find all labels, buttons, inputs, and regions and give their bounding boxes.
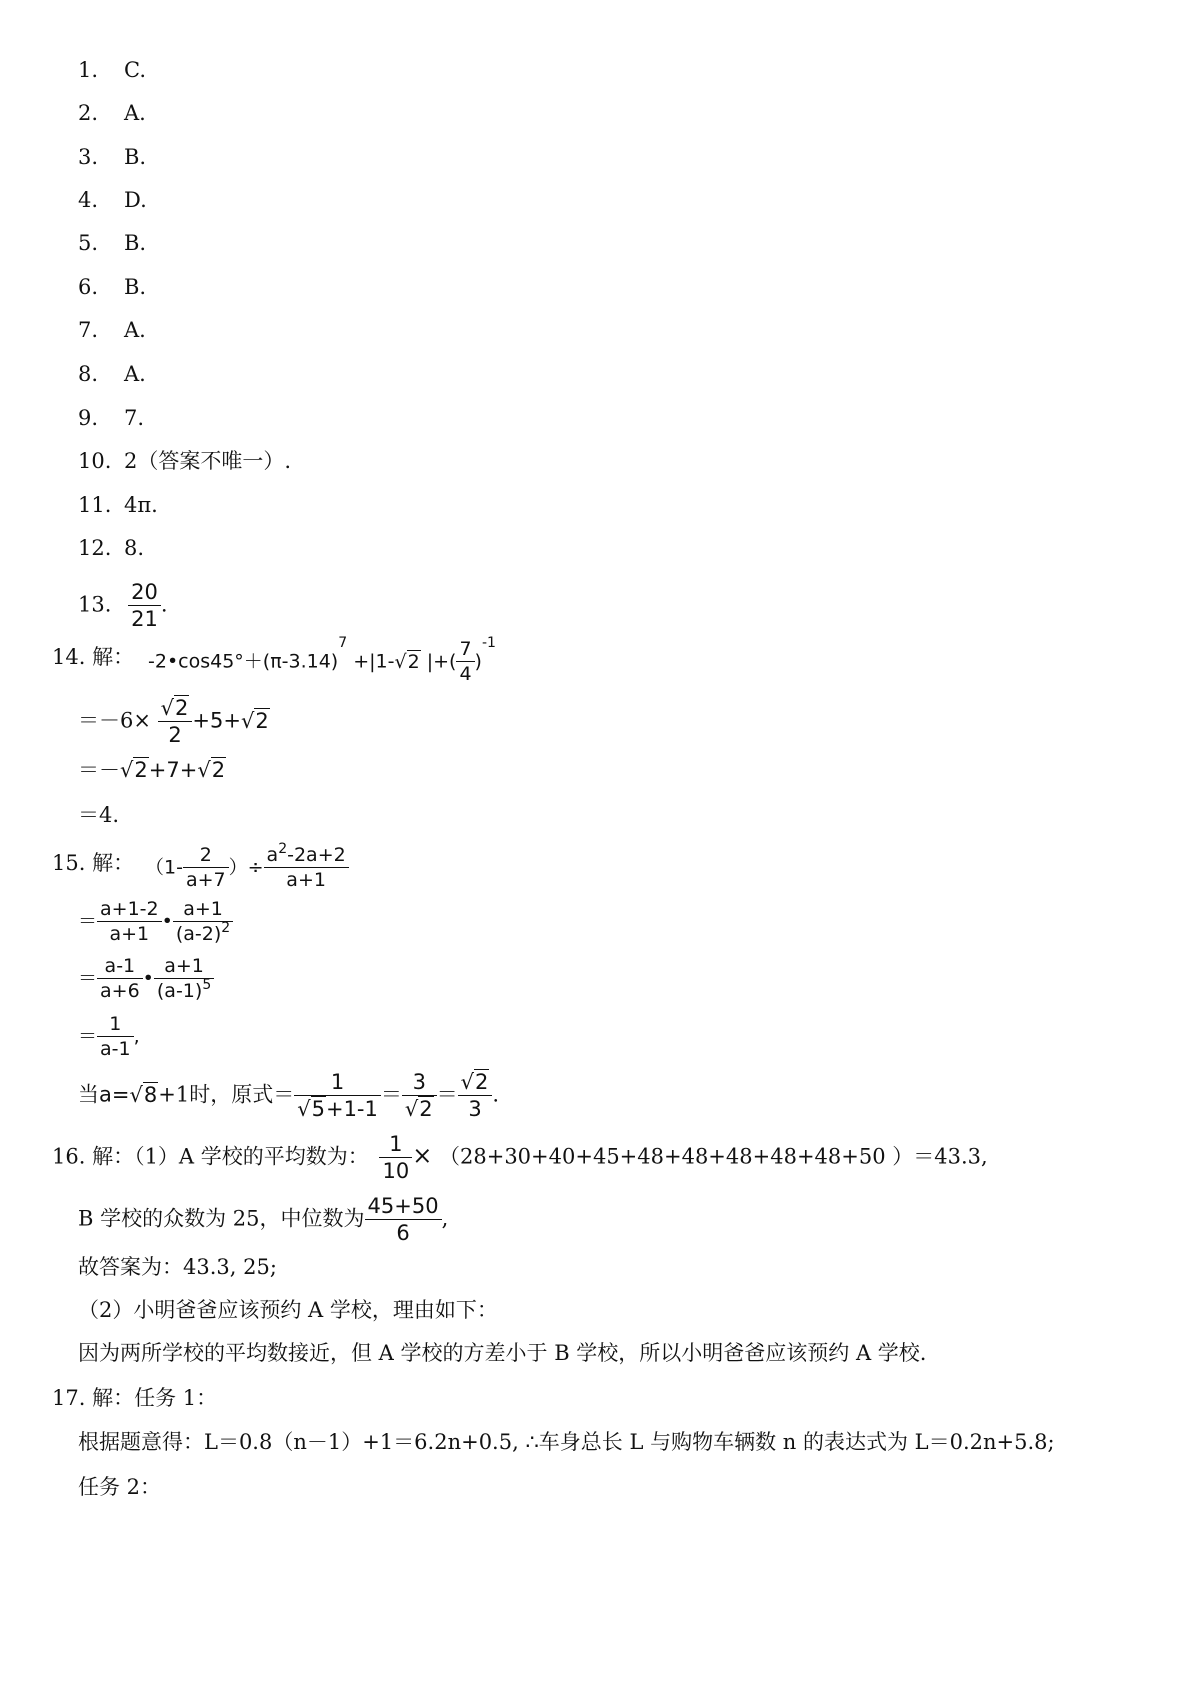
sqrt: √2 — [120, 758, 148, 782]
denominator: 21 — [131, 607, 158, 631]
answer-text: 7. — [124, 406, 145, 430]
comma: , — [133, 1025, 140, 1048]
answer-text: 4π. — [124, 493, 158, 517]
q17-label: 17. 解：任务 1： — [52, 1386, 218, 1410]
equals: ＝ — [78, 967, 98, 990]
fraction — [154, 957, 214, 1001]
expr-part: +7+ — [148, 758, 198, 782]
equals: ＝ — [380, 1082, 402, 1107]
q15-step2 — [78, 957, 214, 1001]
q16-b-line — [78, 1196, 448, 1244]
q14-step1 — [78, 698, 270, 746]
denominator: a+1 — [286, 869, 326, 891]
fraction — [97, 900, 162, 944]
answer-text: A. — [124, 318, 146, 342]
denominator: (a-1) — [156, 980, 203, 1002]
period: . — [160, 592, 168, 617]
equals: ＝ — [436, 1082, 458, 1107]
question-number: 4. — [78, 188, 99, 212]
answer-row — [78, 364, 146, 385]
numerator: 1 — [294, 1072, 381, 1096]
answer-row — [78, 190, 147, 211]
expr-part: ＝－6× — [78, 708, 151, 733]
expr-part: ＝－ — [78, 758, 120, 782]
numerator: 1 — [379, 1134, 412, 1158]
fraction: $\frac{√2}{2}$ — [158, 698, 193, 746]
numerator: 1 — [97, 1015, 134, 1037]
sqrt: √5 — [297, 1097, 325, 1121]
q16-answer: 故答案为：43.3, 25; — [78, 1255, 277, 1279]
exponent: 7 — [338, 635, 348, 651]
numerator: a-1 — [97, 957, 143, 979]
expr-part: （1- — [145, 856, 183, 879]
expr-part: a — [266, 844, 279, 866]
denominator: 6 — [396, 1221, 410, 1245]
answer-text: 8. — [124, 536, 145, 560]
q14-label: 14. 解： — [52, 645, 135, 669]
dot: • — [161, 910, 173, 933]
question-number: 3. — [78, 145, 99, 169]
radicand: 2 — [407, 650, 420, 673]
denominator: a+1 — [109, 923, 150, 945]
numerator: 20 — [128, 582, 161, 606]
comma: , — [441, 1206, 449, 1231]
denominator: a-1 — [100, 1038, 131, 1060]
question-number: 1. — [78, 58, 99, 82]
question-number: 8. — [78, 362, 99, 386]
exponent: 2 — [278, 841, 288, 857]
answer-row — [78, 451, 291, 472]
sqrt: √2 — [394, 650, 420, 673]
answer-text: 2（答案不唯一）. — [124, 449, 292, 473]
q14-step3: ＝4. — [78, 803, 120, 827]
denominator: (a-2) — [175, 923, 222, 945]
expr-part: +|1- — [353, 650, 395, 673]
q17-line1: 根据题意得：L＝0.8（n－1）+1＝6.2n+0.5, ∴车身总长 L 与购物车辆数 n 的表达式为 L＝0.2n+5.8; — [78, 1430, 1055, 1454]
answer-row — [78, 277, 146, 298]
text: B 学校的众数为 25，中位数为 — [78, 1206, 365, 1231]
text: 16. 解：（1）A 学校的平均数为： — [52, 1144, 369, 1169]
q15-substitution — [78, 1072, 499, 1120]
radicand: 2 — [475, 1070, 489, 1094]
sqrt: √2 — [160, 696, 189, 720]
answer-13 — [78, 582, 168, 630]
denominator: a+6 — [100, 980, 140, 1002]
period: . — [492, 1082, 500, 1107]
radicand: 2 — [134, 758, 148, 782]
expr-part: -2•cos45°＋(π-3.14) — [148, 650, 339, 673]
answer-row — [78, 495, 158, 516]
expr-part: ) — [474, 650, 482, 673]
expr-part: +1-1 — [325, 1097, 378, 1121]
radicand: 2 — [175, 696, 189, 720]
numerator: 7 — [456, 640, 474, 662]
expr-part: -2a+2 — [287, 844, 346, 866]
fraction — [183, 846, 229, 890]
numerator: 45+50 — [365, 1196, 442, 1220]
fraction — [458, 1072, 493, 1120]
q16-reason: 因为两所学校的平均数接近，但 A 学校的方差小于 B 学校，所以小明爸爸应该预约 A 学校. — [78, 1341, 927, 1365]
q14-step2 — [78, 760, 226, 781]
question-number: 7. — [78, 318, 99, 342]
q16-part1 — [52, 1134, 988, 1182]
numerator: a+1 — [154, 957, 214, 979]
exponent: -1 — [481, 635, 496, 651]
answer-row — [78, 147, 146, 168]
expr-part: ）÷ — [228, 856, 264, 879]
answer-text: A. — [124, 362, 146, 386]
q15-step3 — [78, 1015, 140, 1059]
denominator: 4 — [459, 663, 472, 685]
sum: （28+30+40+45+48+48+48+48+48+50 ）＝43.3, — [439, 1144, 988, 1169]
question-number: 10. — [78, 449, 112, 473]
question-number: 11. — [78, 493, 112, 517]
radicand: 5 — [311, 1097, 325, 1121]
answer-text: D. — [124, 188, 147, 212]
question-number: 9. — [78, 406, 99, 430]
equals: ＝ — [78, 1025, 98, 1048]
numerator: a+1-2 — [97, 900, 162, 922]
question-number: 2. — [78, 101, 99, 125]
answer-row — [78, 60, 146, 81]
answer-row — [78, 408, 144, 429]
fraction — [173, 900, 233, 944]
radicand: 2 — [211, 758, 226, 782]
times: × — [412, 1141, 433, 1170]
question-number: 12. — [78, 536, 112, 560]
answer-text: B. — [124, 275, 147, 299]
numerator: a+1 — [173, 900, 233, 922]
q17-task2: 任务 2： — [78, 1475, 162, 1499]
fraction — [402, 1072, 437, 1120]
answer-row — [78, 538, 144, 559]
fraction — [294, 1072, 381, 1120]
fraction — [379, 1134, 412, 1182]
expr-part: +5+ — [192, 708, 241, 733]
radicand: 2 — [255, 708, 269, 733]
answer-row — [78, 320, 146, 341]
question-number: 5. — [78, 231, 99, 255]
dot: • — [142, 967, 154, 990]
answer-text: B. — [124, 231, 147, 255]
fraction — [97, 1015, 134, 1059]
q15-step1 — [78, 900, 233, 944]
answer-text: B. — [124, 145, 147, 169]
denominator: 3 — [468, 1097, 482, 1121]
exponent: 5 — [202, 977, 212, 993]
fraction — [128, 582, 161, 630]
numerator: 3 — [402, 1072, 437, 1096]
answer-row — [78, 233, 146, 254]
expr-part: a= — [99, 1082, 130, 1107]
q16-part2: （2）小明爸爸应该预约 A 学校，理由如下： — [78, 1298, 498, 1322]
question-number: 13. — [78, 592, 112, 617]
sqrt: √2 — [197, 758, 226, 782]
q14-expression — [148, 635, 496, 685]
sqrt: √2 — [460, 1070, 489, 1094]
text: +1时，原式＝ — [158, 1082, 295, 1107]
expr-part: |+( — [426, 650, 457, 673]
fraction — [456, 640, 474, 684]
answer-row — [78, 103, 146, 124]
numerator: 2 — [183, 846, 229, 868]
sqrt: √2 — [404, 1097, 433, 1121]
fraction — [264, 841, 349, 891]
answer-text: C. — [124, 58, 146, 82]
answer-text: A. — [124, 101, 146, 125]
q15-expression — [145, 841, 349, 891]
text: 当 — [78, 1082, 99, 1107]
fraction — [97, 957, 143, 1001]
sqrt: √8 — [129, 1082, 158, 1107]
fraction — [365, 1196, 442, 1244]
denominator: a+7 — [185, 869, 226, 891]
equals: ＝ — [78, 910, 98, 933]
denominator: 10 — [382, 1159, 410, 1183]
radicand: 8 — [143, 1082, 158, 1107]
q15-label: 15. 解： — [52, 851, 135, 875]
exponent: 2 — [221, 920, 231, 936]
radicand: 2 — [419, 1097, 433, 1121]
question-number: 6. — [78, 275, 99, 299]
sqrt: √2 — [240, 708, 269, 733]
